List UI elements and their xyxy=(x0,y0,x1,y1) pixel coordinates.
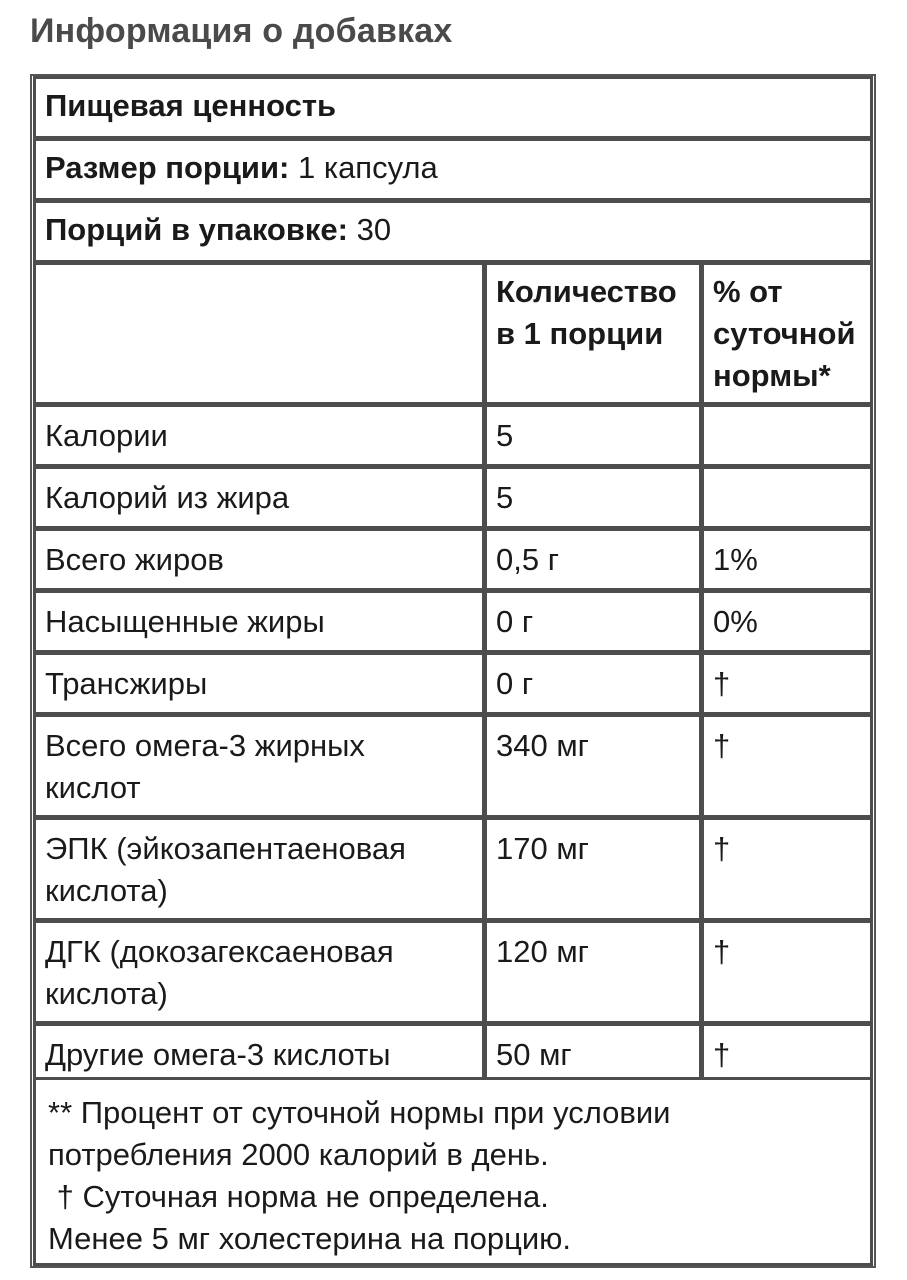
nutrient-name-line: кислота) xyxy=(45,873,168,908)
nutrient-daily-value: † xyxy=(713,666,731,701)
table-header-dv-cell xyxy=(701,262,873,405)
nutrient-daily-value: 0% xyxy=(713,604,758,639)
nutrient-name xyxy=(45,477,289,519)
table-cell-amount xyxy=(484,652,702,715)
table-cell-amount xyxy=(484,466,702,529)
nutrient-amount: 50 мг xyxy=(496,1037,572,1072)
nutrient-daily-value: † xyxy=(713,1037,731,1072)
nutrition-heading: Пищевая ценность xyxy=(45,88,337,123)
column-header-amount-line: в 1 порции xyxy=(496,316,664,351)
footnote-line: потребления 2000 калорий в день. xyxy=(48,1137,549,1172)
footnote-line: † Суточная норма не определена. xyxy=(48,1179,549,1214)
table-cell-name xyxy=(33,466,485,529)
nutrient-daily-value: † xyxy=(713,831,731,866)
nutrient-name-line: Насыщенные жиры xyxy=(45,604,325,639)
footnote-line: Менее 5 мг холестерина на порцию. xyxy=(48,1221,572,1256)
column-header-dv-line: суточной xyxy=(713,316,856,351)
table-cell-dv xyxy=(701,466,873,529)
table-cell-dv xyxy=(701,404,873,467)
column-header-dv-line: % от xyxy=(713,274,783,309)
table-cell-amount xyxy=(484,528,702,591)
nutrient-name-line: ДГК (докозагексаеновая xyxy=(45,934,394,969)
serving-size-box xyxy=(33,138,873,201)
column-header-amount-line: Количество xyxy=(496,274,677,309)
nutrient-amount: 120 мг xyxy=(496,934,589,969)
nutrient-daily-value: † xyxy=(713,728,731,763)
serving-size-label: Размер порции: xyxy=(45,150,290,185)
table-cell-dv xyxy=(701,652,873,715)
nutrient-name-line: ЭПК (эйкозапентаеновая xyxy=(45,831,406,866)
table-cell-amount xyxy=(484,714,702,818)
nutrient-name xyxy=(45,725,365,809)
footnotes-box xyxy=(33,1077,873,1266)
nutrient-amount: 0 г xyxy=(496,666,534,701)
table-cell-name xyxy=(33,528,485,591)
servings-per-container-label: Порций в упаковке: xyxy=(45,212,348,247)
table-cell-name xyxy=(33,590,485,653)
nutrient-amount: 340 мг xyxy=(496,728,589,763)
nutrient-name xyxy=(45,415,168,457)
nutrient-amount: 5 xyxy=(496,418,514,453)
nutrient-name-line: Калории xyxy=(45,418,168,453)
column-header-daily-value xyxy=(713,271,856,397)
serving-size-value: 1 капсула xyxy=(297,150,438,185)
table-cell-amount xyxy=(484,817,702,921)
nutrient-name-line: Всего омега-3 жирных xyxy=(45,728,365,763)
table-cell-dv xyxy=(701,590,873,653)
table-cell-dv xyxy=(701,817,873,921)
table-cell-dv xyxy=(701,528,873,591)
nutrient-daily-value: 1% xyxy=(713,542,758,577)
table-cell-amount xyxy=(484,920,702,1024)
table-header-name-cell xyxy=(33,262,485,405)
nutrient-name-line: кислот xyxy=(45,770,141,805)
nutrient-name xyxy=(45,539,224,581)
nutrient-name-line: кислота) xyxy=(45,976,168,1011)
nutrient-daily-value: † xyxy=(713,934,731,969)
nutrient-name xyxy=(45,931,394,1015)
servings-per-container-value: 30 xyxy=(356,212,392,247)
table-cell-name xyxy=(33,404,485,467)
servings-per-container xyxy=(45,209,391,251)
nutrient-name-line: Другие омега-3 кислоты xyxy=(45,1037,391,1072)
page-title: Информация о добавках xyxy=(30,12,453,50)
servings-per-container-box xyxy=(33,200,873,263)
serving-size xyxy=(45,147,438,189)
table-header-amount-cell xyxy=(484,262,702,405)
nutrient-amount: 5 xyxy=(496,480,514,515)
nutrition-heading-box xyxy=(33,76,873,139)
nutrient-amount: 0 г xyxy=(496,604,534,639)
nutrient-name xyxy=(45,828,406,912)
column-header-amount xyxy=(496,271,677,355)
table-cell-amount xyxy=(484,404,702,467)
nutrient-name-line: Калорий из жира xyxy=(45,480,290,515)
footnote-line: ** Процент от суточной нормы при условии xyxy=(48,1095,671,1130)
footnotes xyxy=(48,1092,860,1260)
table-cell-name xyxy=(33,817,485,921)
nutrient-name xyxy=(45,601,325,643)
nutrient-amount: 0,5 г xyxy=(496,542,560,577)
table-cell-name xyxy=(33,714,485,818)
table-cell-name xyxy=(33,920,485,1024)
table-cell-dv xyxy=(701,714,873,818)
nutrient-name xyxy=(45,663,207,705)
nutrient-amount: 170 мг xyxy=(496,831,589,866)
column-header-dv-line: нормы* xyxy=(713,358,831,393)
table-cell-name xyxy=(33,652,485,715)
nutrient-name xyxy=(45,1034,391,1076)
nutrient-name-line: Всего жиров xyxy=(45,542,224,577)
table-cell-amount xyxy=(484,590,702,653)
table-cell-dv xyxy=(701,920,873,1024)
nutrient-name-line: Трансжиры xyxy=(45,666,208,701)
